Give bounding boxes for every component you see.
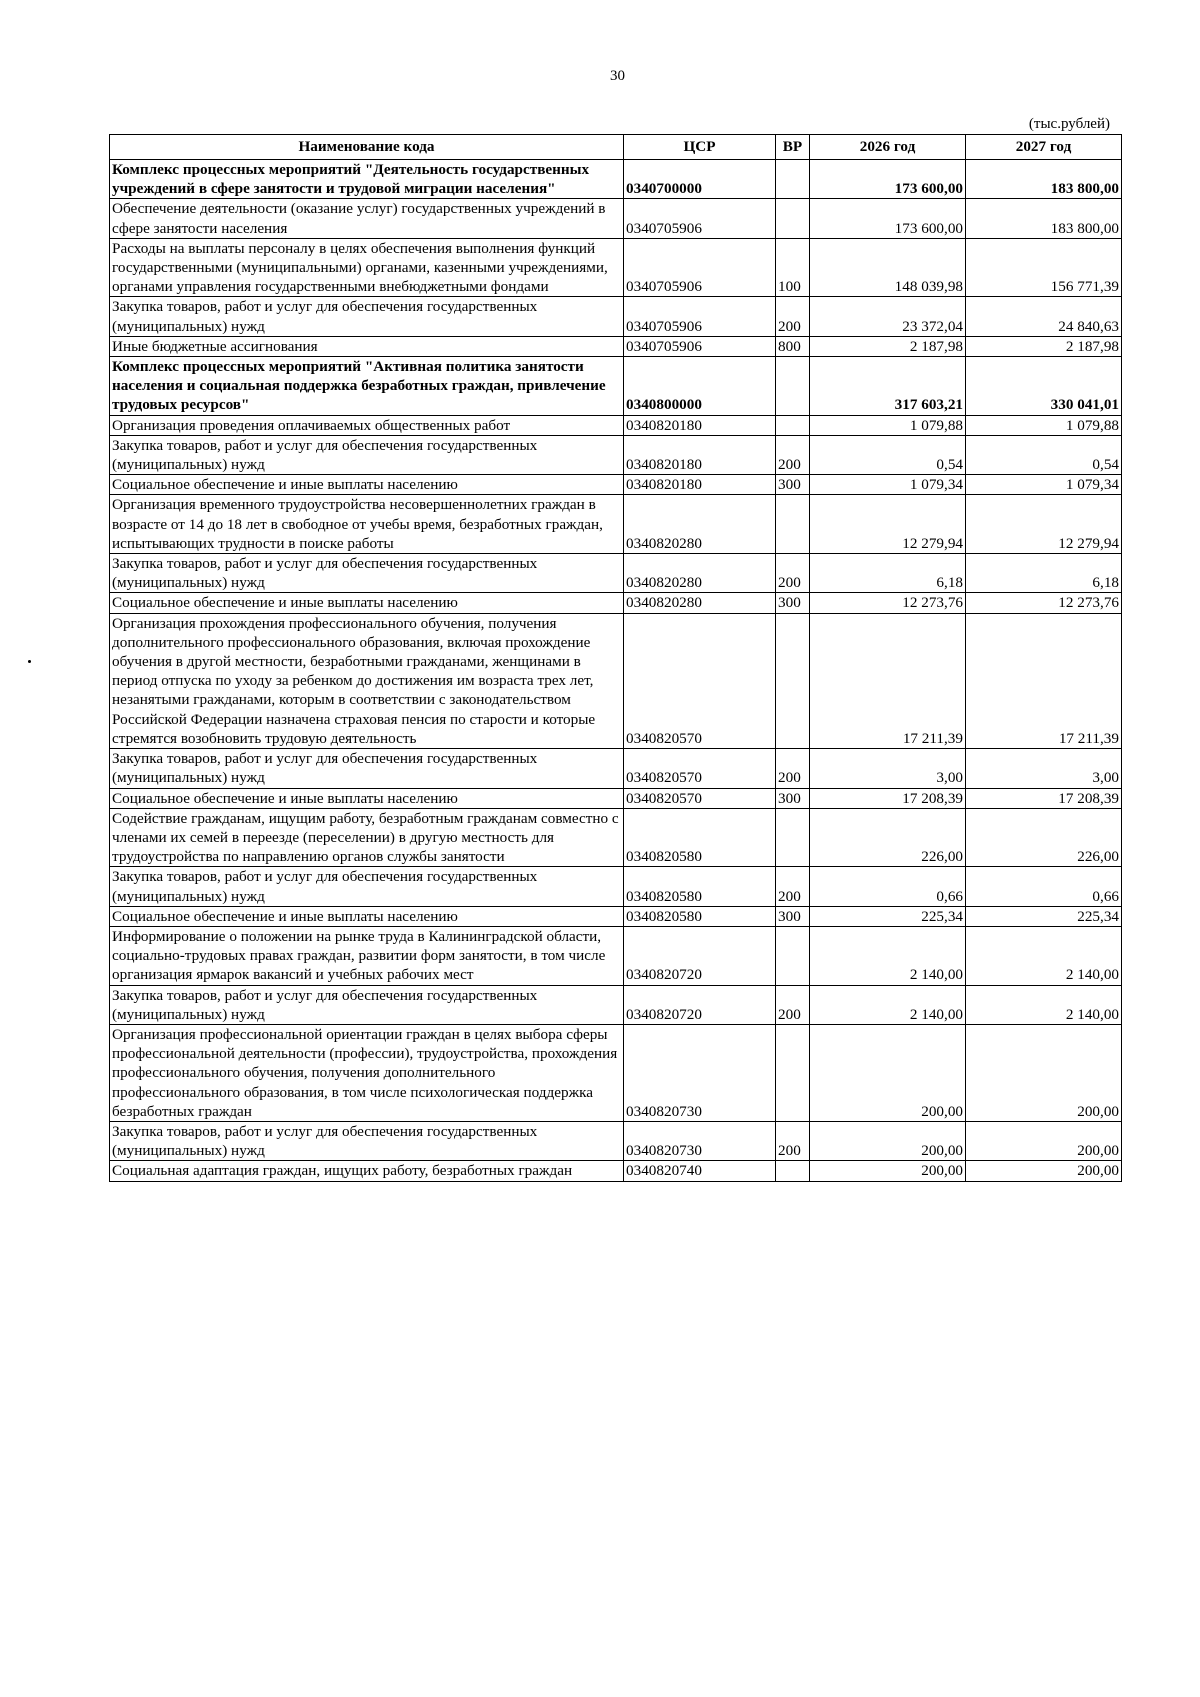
cell-csr: 0340820580 xyxy=(624,808,776,867)
units-label: (тыс.рублей) xyxy=(1028,116,1110,132)
cell-2027: 183 800,00 xyxy=(966,199,1122,238)
column-header-name: Наименование кода xyxy=(110,135,624,160)
cell-name: Закупка товаров, работ и услуг для обеспечения государственных (муниципальных) нужд xyxy=(110,435,624,474)
cell-2027: 12 279,94 xyxy=(966,495,1122,554)
cell-2026: 2 140,00 xyxy=(810,926,966,985)
cell-2027: 226,00 xyxy=(966,808,1122,867)
cell-2027: 225,34 xyxy=(966,906,1122,926)
cell-2026: 225,34 xyxy=(810,906,966,926)
cell-csr: 0340800000 xyxy=(624,357,776,416)
cell-csr: 0340820280 xyxy=(624,495,776,554)
table-row xyxy=(110,867,1122,906)
cell-csr: 0340820280 xyxy=(624,593,776,613)
cell-name: Закупка товаров, работ и услуг для обеспечения государственных (муниципальных) нужд xyxy=(110,554,624,593)
table-row xyxy=(110,593,1122,613)
cell-2026: 6,18 xyxy=(810,554,966,593)
cell-csr: 0340705906 xyxy=(624,238,776,297)
cell-name: Закупка товаров, работ и услуг для обеспечения государственных (муниципальных) нужд xyxy=(110,867,624,906)
cell-vr: 200 xyxy=(776,435,810,474)
cell-vr: 300 xyxy=(776,906,810,926)
table-row xyxy=(110,415,1122,435)
cell-2027: 0,54 xyxy=(966,435,1122,474)
table-row xyxy=(110,475,1122,495)
cell-2026: 2 187,98 xyxy=(810,336,966,356)
cell-2026: 148 039,98 xyxy=(810,238,966,297)
cell-name: Социальная адаптация граждан, ищущих работу, безработных граждан xyxy=(110,1161,624,1181)
cell-vr: 200 xyxy=(776,297,810,336)
cell-csr: 0340820180 xyxy=(624,415,776,435)
cell-csr: 0340820580 xyxy=(624,906,776,926)
cell-vr: 200 xyxy=(776,749,810,788)
cell-name: Социальное обеспечение и иные выплаты населению xyxy=(110,906,624,926)
table-row xyxy=(110,985,1122,1024)
cell-csr: 0340820180 xyxy=(624,475,776,495)
cell-vr: 800 xyxy=(776,336,810,356)
cell-vr: 300 xyxy=(776,593,810,613)
cell-2027: 2 187,98 xyxy=(966,336,1122,356)
table-row xyxy=(110,160,1122,199)
cell-2026: 226,00 xyxy=(810,808,966,867)
cell-csr: 0340820580 xyxy=(624,867,776,906)
cell-csr: 0340820740 xyxy=(624,1161,776,1181)
table-row xyxy=(110,357,1122,416)
table-row xyxy=(110,749,1122,788)
budget-table xyxy=(109,134,1122,1182)
cell-2026: 17 208,39 xyxy=(810,788,966,808)
cell-2026: 1 079,34 xyxy=(810,475,966,495)
cell-name: Организация временного трудоустройства несовершеннолетних граждан в возрасте от 14 до 18 лет в свободное от учебы время, безработных граждан, испытывающих трудности в поиске работы xyxy=(110,495,624,554)
cell-2026: 2 140,00 xyxy=(810,985,966,1024)
cell-name: Информирование о положении на рынке труда в Калининградской области, социально-трудовых правах граждан, развитии форм занятости, в том числе организация ярмарок вакансий и учебных рабочих мест xyxy=(110,926,624,985)
table-row xyxy=(110,1161,1122,1181)
table-row xyxy=(110,199,1122,238)
table-header-row xyxy=(110,135,1122,160)
cell-2027: 0,66 xyxy=(966,867,1122,906)
table-row xyxy=(110,613,1122,748)
cell-vr: 300 xyxy=(776,475,810,495)
cell-csr: 0340820180 xyxy=(624,435,776,474)
table-row xyxy=(110,808,1122,867)
cell-2027: 183 800,00 xyxy=(966,160,1122,199)
cell-name: Закупка товаров, работ и услуг для обеспечения государственных (муниципальных) нужд xyxy=(110,297,624,336)
cell-csr: 0340700000 xyxy=(624,160,776,199)
cell-2027: 17 208,39 xyxy=(966,788,1122,808)
cell-name: Организация профессиональной ориентации граждан в целях выбора сферы профессиональной деятельности (профессии), трудоустройства, прохождения профессионального обучения, получения дополнительного профессионального образования, в том числе психологическая поддержка безработных граждан xyxy=(110,1024,624,1121)
cell-vr: 200 xyxy=(776,1121,810,1160)
table-row xyxy=(110,906,1122,926)
cell-2027: 2 140,00 xyxy=(966,985,1122,1024)
table-row xyxy=(110,238,1122,297)
cell-name: Социальное обеспечение и иные выплаты населению xyxy=(110,475,624,495)
cell-name: Закупка товаров, работ и услуг для обеспечения государственных (муниципальных) нужд xyxy=(110,1121,624,1160)
cell-2026: 200,00 xyxy=(810,1161,966,1181)
cell-2027: 1 079,88 xyxy=(966,415,1122,435)
cell-2027: 17 211,39 xyxy=(966,613,1122,748)
cell-2026: 173 600,00 xyxy=(810,199,966,238)
table-row xyxy=(110,926,1122,985)
table-row xyxy=(110,297,1122,336)
cell-2026: 200,00 xyxy=(810,1024,966,1121)
column-header-vr: ВР xyxy=(776,135,810,160)
cell-vr xyxy=(776,199,810,238)
cell-2026: 173 600,00 xyxy=(810,160,966,199)
cell-2027: 330 041,01 xyxy=(966,357,1122,416)
cell-2027: 24 840,63 xyxy=(966,297,1122,336)
column-header-2026: 2026 год xyxy=(810,135,966,160)
cell-2027: 3,00 xyxy=(966,749,1122,788)
cell-vr: 200 xyxy=(776,554,810,593)
cell-vr xyxy=(776,160,810,199)
cell-vr xyxy=(776,613,810,748)
cell-vr xyxy=(776,926,810,985)
cell-name: Комплекс процессных мероприятий "Активная политика занятости населения и социальная поддержка безработных граждан, привлечение трудовых ресурсов" xyxy=(110,357,624,416)
cell-2026: 12 273,76 xyxy=(810,593,966,613)
cell-vr xyxy=(776,1161,810,1181)
cell-vr xyxy=(776,357,810,416)
cell-2027: 1 079,34 xyxy=(966,475,1122,495)
cell-name: Закупка товаров, работ и услуг для обеспечения государственных (муниципальных) нужд xyxy=(110,985,624,1024)
cell-vr xyxy=(776,1024,810,1121)
cell-csr: 0340820730 xyxy=(624,1024,776,1121)
cell-2027: 12 273,76 xyxy=(966,593,1122,613)
cell-name: Иные бюджетные ассигнования xyxy=(110,336,624,356)
cell-vr xyxy=(776,808,810,867)
cell-name: Обеспечение деятельности (оказание услуг) государственных учреждений в сфере занятости населения xyxy=(110,199,624,238)
table-row xyxy=(110,336,1122,356)
cell-name: Расходы на выплаты персоналу в целях обеспечения выполнения функций государственными (муниципальными) органами, казенными учреждениями, органами управления государственными внебюджетными фондами xyxy=(110,238,624,297)
cell-2027: 200,00 xyxy=(966,1121,1122,1160)
cell-csr: 0340705906 xyxy=(624,297,776,336)
cell-csr: 0340705906 xyxy=(624,336,776,356)
table-row xyxy=(110,554,1122,593)
cell-vr: 300 xyxy=(776,788,810,808)
cell-2027: 200,00 xyxy=(966,1024,1122,1121)
cell-name: Содействие гражданам, ищущим работу, безработным гражданам совместно с членами их семей в переезде (переселении) в другую местность для трудоустройства по направлению органов службы занятости xyxy=(110,808,624,867)
cell-2026: 1 079,88 xyxy=(810,415,966,435)
cell-csr: 0340820280 xyxy=(624,554,776,593)
cell-2027: 200,00 xyxy=(966,1161,1122,1181)
table-row xyxy=(110,495,1122,554)
cell-2027: 6,18 xyxy=(966,554,1122,593)
cell-csr: 0340820570 xyxy=(624,788,776,808)
cell-csr: 0340820570 xyxy=(624,749,776,788)
cell-name: Организация прохождения профессионального обучения, получения дополнительного профессионального образования, включая прохождение обучения в другой местности, безработными гражданами, женщинами в период отпуска по уходу за ребенком до достижения им возраста трех лет, незанятыми гражданами, которым в соответствии с законодательством Российской Федерации назначена страховая пенсия по старости и которые стремятся возобновить трудовую деятельность xyxy=(110,613,624,748)
cell-2026: 3,00 xyxy=(810,749,966,788)
column-header-2027: 2027 год xyxy=(966,135,1122,160)
cell-csr: 0340705906 xyxy=(624,199,776,238)
scan-mark xyxy=(28,660,31,663)
cell-name: Социальное обеспечение и иные выплаты населению xyxy=(110,788,624,808)
cell-csr: 0340820730 xyxy=(624,1121,776,1160)
table-row xyxy=(110,435,1122,474)
cell-name: Организация проведения оплачиваемых общественных работ xyxy=(110,415,624,435)
cell-2026: 0,66 xyxy=(810,867,966,906)
cell-name: Комплекс процессных мероприятий "Деятельность государственных учреждений в сфере занятости и трудовой миграции населения" xyxy=(110,160,624,199)
cell-csr: 0340820720 xyxy=(624,985,776,1024)
page-number: 30 xyxy=(610,68,625,84)
cell-2026: 200,00 xyxy=(810,1121,966,1160)
cell-2027: 2 140,00 xyxy=(966,926,1122,985)
cell-csr: 0340820570 xyxy=(624,613,776,748)
cell-2026: 12 279,94 xyxy=(810,495,966,554)
cell-2026: 317 603,21 xyxy=(810,357,966,416)
cell-name: Закупка товаров, работ и услуг для обеспечения государственных (муниципальных) нужд xyxy=(110,749,624,788)
cell-name: Социальное обеспечение и иные выплаты населению xyxy=(110,593,624,613)
cell-2026: 17 211,39 xyxy=(810,613,966,748)
cell-vr xyxy=(776,415,810,435)
cell-vr: 200 xyxy=(776,985,810,1024)
column-header-csr: ЦСР xyxy=(624,135,776,160)
table-row xyxy=(110,1121,1122,1160)
cell-csr: 0340820720 xyxy=(624,926,776,985)
table-row xyxy=(110,788,1122,808)
table-row xyxy=(110,1024,1122,1121)
cell-vr: 200 xyxy=(776,867,810,906)
cell-2026: 0,54 xyxy=(810,435,966,474)
cell-vr: 100 xyxy=(776,238,810,297)
cell-2027: 156 771,39 xyxy=(966,238,1122,297)
cell-2026: 23 372,04 xyxy=(810,297,966,336)
cell-vr xyxy=(776,495,810,554)
